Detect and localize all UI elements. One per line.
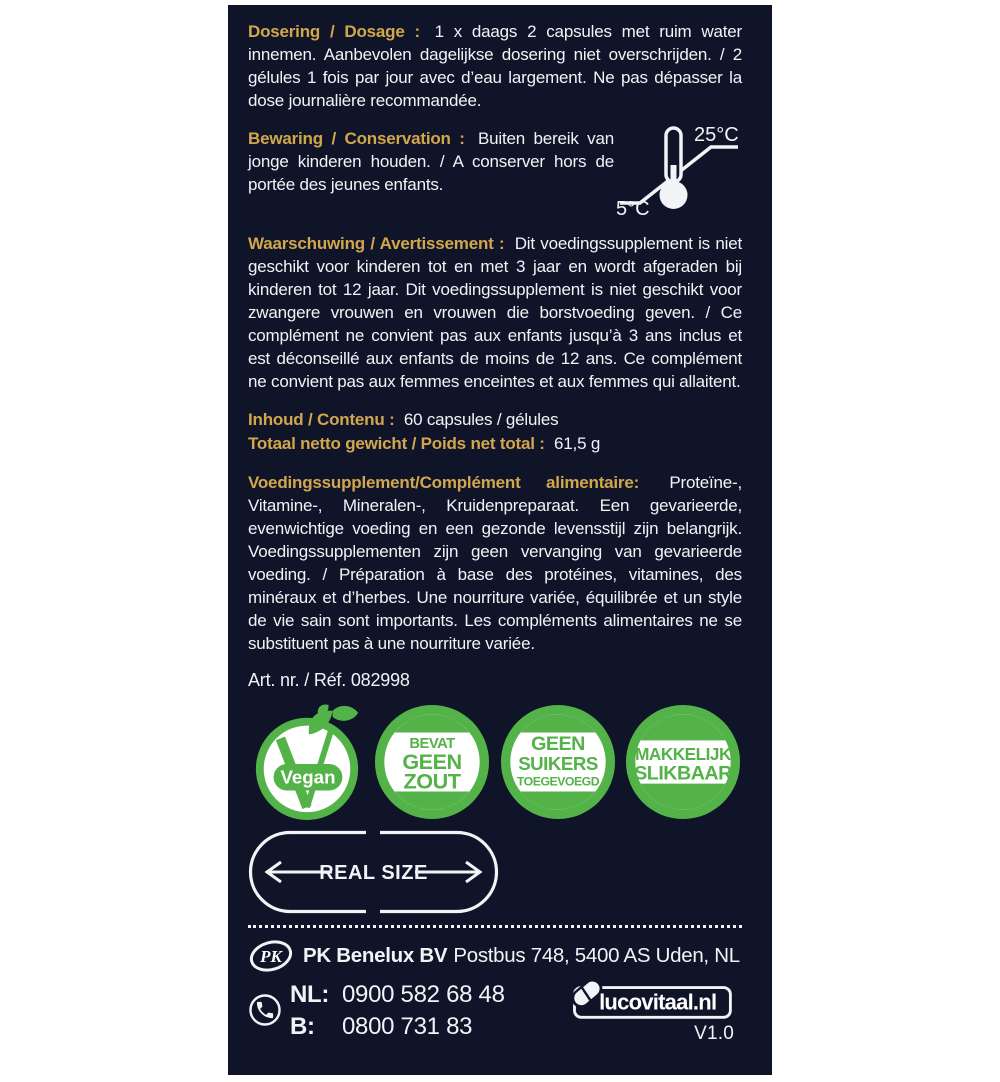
net-weight-heading: Totaal netto gewicht / Poids net total :	[248, 434, 545, 453]
pk-monogram: PK	[260, 947, 282, 966]
contents-section	[248, 408, 742, 456]
vegan-badge-icon	[248, 703, 366, 821]
phone-nl-label: NL:	[290, 981, 330, 1008]
dosage-text: 1 x daags 2 capsules met ruim water innemen. Aanbevolen dagelijkse dosering niet overschrijden. / 2 gélules 1 fois par jour avec d’eau largement. Ne pas dépasser la dose journalière recommandée.	[248, 22, 742, 110]
temp-max-label: 25°C	[694, 124, 739, 146]
phone-icon	[248, 993, 282, 1027]
phone-line-nl	[290, 979, 562, 1011]
dosage-heading: Dosering / Dosage :	[248, 22, 420, 41]
pk-benelux-logo	[248, 938, 294, 974]
badge-label: GEEN	[402, 748, 462, 774]
company-row	[248, 938, 742, 974]
badge-label: ZOUT	[403, 768, 461, 794]
badge-label: SLIKBAAR	[634, 762, 732, 785]
claim-badges-row	[248, 701, 742, 821]
contents-line	[248, 408, 742, 432]
thermometer-icon	[614, 123, 742, 219]
badge-label: MAKKELIJK	[635, 744, 731, 765]
website-label: lucovitaal.nl	[599, 989, 717, 1015]
leaf-icon	[333, 706, 359, 721]
warning-text: Dit voedingssupplement is niet geschikt voor kinderen tot en met 3 jaar en wordt afgeraden bij kinderen tot 12 jaar. Dit voedingssupplement is niet geschikt voor zwangere vrouwen en vrouwen die borstvoeding geven. / Ce complément ne convient pas aux enfants jusqu’à 3 ans inclus et est déconseillé aux enfants de moins de 12 ans. Ce complément ne convient pas aux femmes enceintes et aux femmes qui allaitent.	[248, 234, 742, 391]
badge-label: GEEN	[530, 733, 585, 756]
warning-heading: Waarschuwing / Avertissement :	[248, 234, 505, 253]
badge-label: SUIKERS	[517, 752, 598, 774]
thermometer-bulb	[660, 181, 688, 209]
storage-heading: Bewaring / Conservation :	[248, 129, 465, 148]
net-weight-line	[248, 432, 742, 456]
no-salt-badge-icon	[373, 703, 491, 821]
phone-b-number: 0800 731 83	[342, 1013, 473, 1040]
contact-row	[248, 979, 742, 1045]
version-label: V1.0	[694, 1023, 734, 1044]
no-added-sugar-badge-icon	[499, 703, 617, 821]
net-weight-value: 61,5 g	[554, 434, 601, 453]
storage-paragraph	[248, 127, 614, 196]
dosage-section	[248, 20, 742, 112]
phone-line-b	[290, 1011, 562, 1043]
contents-heading: Inhoud / Contenu :	[248, 410, 395, 429]
article-number: Art. nr. / Réf. 082998	[248, 670, 410, 690]
real-size-label: REAL SIZE	[319, 862, 428, 884]
company-name: PK Benelux BV	[303, 944, 448, 967]
badge-label: BEVAT	[409, 736, 455, 753]
supplement-section	[248, 471, 742, 655]
supplement-heading: Voedingssupplement/Complément alimentaire:	[248, 473, 640, 492]
real-size-indicator	[248, 829, 500, 915]
company-line	[303, 944, 740, 968]
contents-value: 60 capsules / gélules	[403, 410, 559, 429]
storage-text: Buiten bereik van jonge kinderen houden. / A conserver hors de portée des jeunes enfants.	[248, 129, 614, 194]
product-label-back-panel	[228, 5, 772, 1075]
phone-numbers	[290, 979, 562, 1043]
easy-swallow-badge-icon	[624, 703, 742, 821]
phone-nl-number: 0900 582 68 48	[342, 981, 505, 1008]
lucovitaal-logo	[562, 979, 740, 1023]
badge-label: TOEGEVOEGD	[516, 774, 599, 789]
badge-label: Vegan	[280, 766, 336, 788]
supplement-text: Proteïne-, Vitamine-, Mineralen-, Kruidenpreparaat. Een gevarieerde, evenwichtige voeding en een gezonde levensstijl zijn belangrijk. Voedingssupplementen zijn geen vervanging van gevarieerde voeding. / Préparation à base des protéines, vitamines, des minéraux et d’herbes. Une nourriture variée, équilibrée et un style de vie sain sont importants. Les compléments alimentaires ne se substituent pas à une nourriture variée.	[248, 473, 742, 653]
warning-section	[248, 232, 742, 393]
company-address: Postbus 748, 5400 AS Uden, NL	[453, 944, 740, 967]
storage-section	[248, 124, 742, 219]
dotted-divider	[248, 925, 742, 928]
temp-min-label: 5°C	[616, 198, 650, 219]
phone-b-label: B:	[290, 1013, 315, 1040]
